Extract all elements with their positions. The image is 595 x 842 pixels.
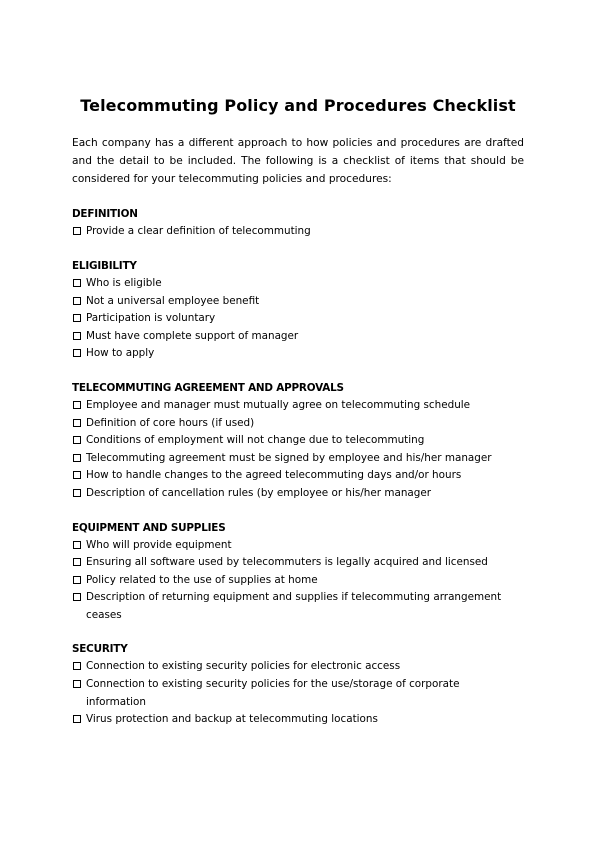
checkbox-icon[interactable] (73, 297, 81, 305)
checkbox-icon[interactable] (73, 401, 81, 409)
checkbox-icon[interactable] (73, 419, 81, 427)
checklist-item[interactable] (72, 432, 524, 450)
checklist-item-label: Employee and manager must mutually agree on telecommuting schedule (86, 398, 471, 411)
intro-paragraph: Each company has a different approach to how policies and procedures are drafted and the detail to be included. The following is a checklist of items that should be considered for your telecommuting policies and procedures: (72, 137, 524, 185)
checklist-item[interactable] (72, 450, 524, 468)
checklist-item-label: Participation is voluntary (86, 312, 216, 325)
checklist-item[interactable] (72, 711, 524, 729)
checklist-item-label: Ensuring all software used by telecommuters is legally acquired and licensed (86, 556, 488, 569)
checklist-item-label: Definition of core hours (if used) (86, 416, 255, 429)
checklist-item[interactable] (72, 293, 524, 311)
checkbox-icon[interactable] (73, 489, 81, 497)
checklist-item[interactable] (72, 397, 524, 415)
checklist-item[interactable] (72, 310, 524, 328)
checkbox-icon[interactable] (73, 314, 81, 322)
page-title: Telecommuting Policy and Procedures Checklist (80, 96, 516, 115)
section-heading: SECURITY (72, 643, 128, 656)
checklist-item-label: How to apply (86, 347, 155, 360)
checklist-item[interactable] (72, 328, 524, 346)
checkbox-icon[interactable] (73, 541, 81, 549)
checkbox-icon[interactable] (73, 576, 81, 584)
checkbox-icon[interactable] (73, 279, 81, 287)
checklist-item[interactable] (72, 589, 524, 624)
checklist-item-label: Description of returning equipment and supplies if telecommuting arrangement ceases (86, 591, 502, 621)
checkbox-icon[interactable] (73, 349, 81, 357)
checklist-item[interactable] (72, 467, 524, 485)
checklist-item[interactable] (72, 572, 524, 590)
section-equipment-and-supplies (72, 520, 524, 625)
checklist-item-label: Who will provide equipment (86, 538, 232, 551)
checklist-item-label: Telecommuting agreement must be signed by employee and his/her manager (86, 451, 492, 464)
checkbox-icon[interactable] (73, 593, 81, 601)
checklist-item[interactable] (72, 345, 524, 363)
checkbox-icon[interactable] (73, 662, 81, 670)
checklist-item[interactable] (72, 223, 524, 241)
checklist-item[interactable] (72, 676, 524, 711)
checkbox-icon[interactable] (73, 332, 81, 340)
section-eligibility (72, 258, 524, 363)
section-heading: DEFINITION (72, 208, 138, 221)
section-heading: ELIGIBILITY (72, 259, 137, 272)
section-heading: EQUIPMENT AND SUPPLIES (72, 521, 226, 534)
checkbox-icon[interactable] (73, 454, 81, 462)
checklist-item[interactable] (72, 485, 524, 503)
checklist-item-label: Virus protection and backup at telecommuting locations (86, 713, 378, 726)
section-security (72, 641, 524, 728)
checklist-item-label: Conditions of employment will not change due to telecommuting (86, 434, 425, 447)
checklist-item-label: How to handle changes to the agreed telecommuting days and/or hours (86, 469, 462, 482)
checklist-item-label: Description of cancellation rules (by employee or his/her manager (86, 486, 432, 499)
checklist-item-label: Connection to existing security policies for the use/storage of corporate information (86, 678, 460, 708)
checkbox-icon[interactable] (73, 436, 81, 444)
checkbox-icon[interactable] (73, 680, 81, 688)
checklist-item[interactable] (72, 658, 524, 676)
checklist-item-label: Who is eligible (86, 276, 162, 289)
checklist-item-label: Provide a clear definition of telecommuting (86, 225, 311, 238)
checklist-item[interactable] (72, 415, 524, 433)
checkbox-icon[interactable] (73, 558, 81, 566)
checklist-item-label: Not a universal employee benefit (86, 294, 260, 307)
checkbox-icon[interactable] (73, 471, 81, 479)
checklist-item[interactable] (72, 537, 524, 555)
checklist-item-label: Must have complete support of manager (86, 329, 299, 342)
section-heading: TELECOMMUTING AGREEMENT AND APPROVALS (72, 381, 344, 394)
checklist-item[interactable] (72, 554, 524, 572)
checklist-item-label: Connection to existing security policies for electronic access (86, 660, 401, 673)
checklist-item-label: Policy related to the use of supplies at home (86, 573, 318, 586)
checklist-item[interactable] (72, 275, 524, 293)
checkbox-icon[interactable] (73, 227, 81, 235)
section-telecommuting-agreement (72, 380, 524, 503)
document-page (72, 96, 524, 746)
section-definition (72, 206, 524, 241)
checkbox-icon[interactable] (73, 715, 81, 723)
